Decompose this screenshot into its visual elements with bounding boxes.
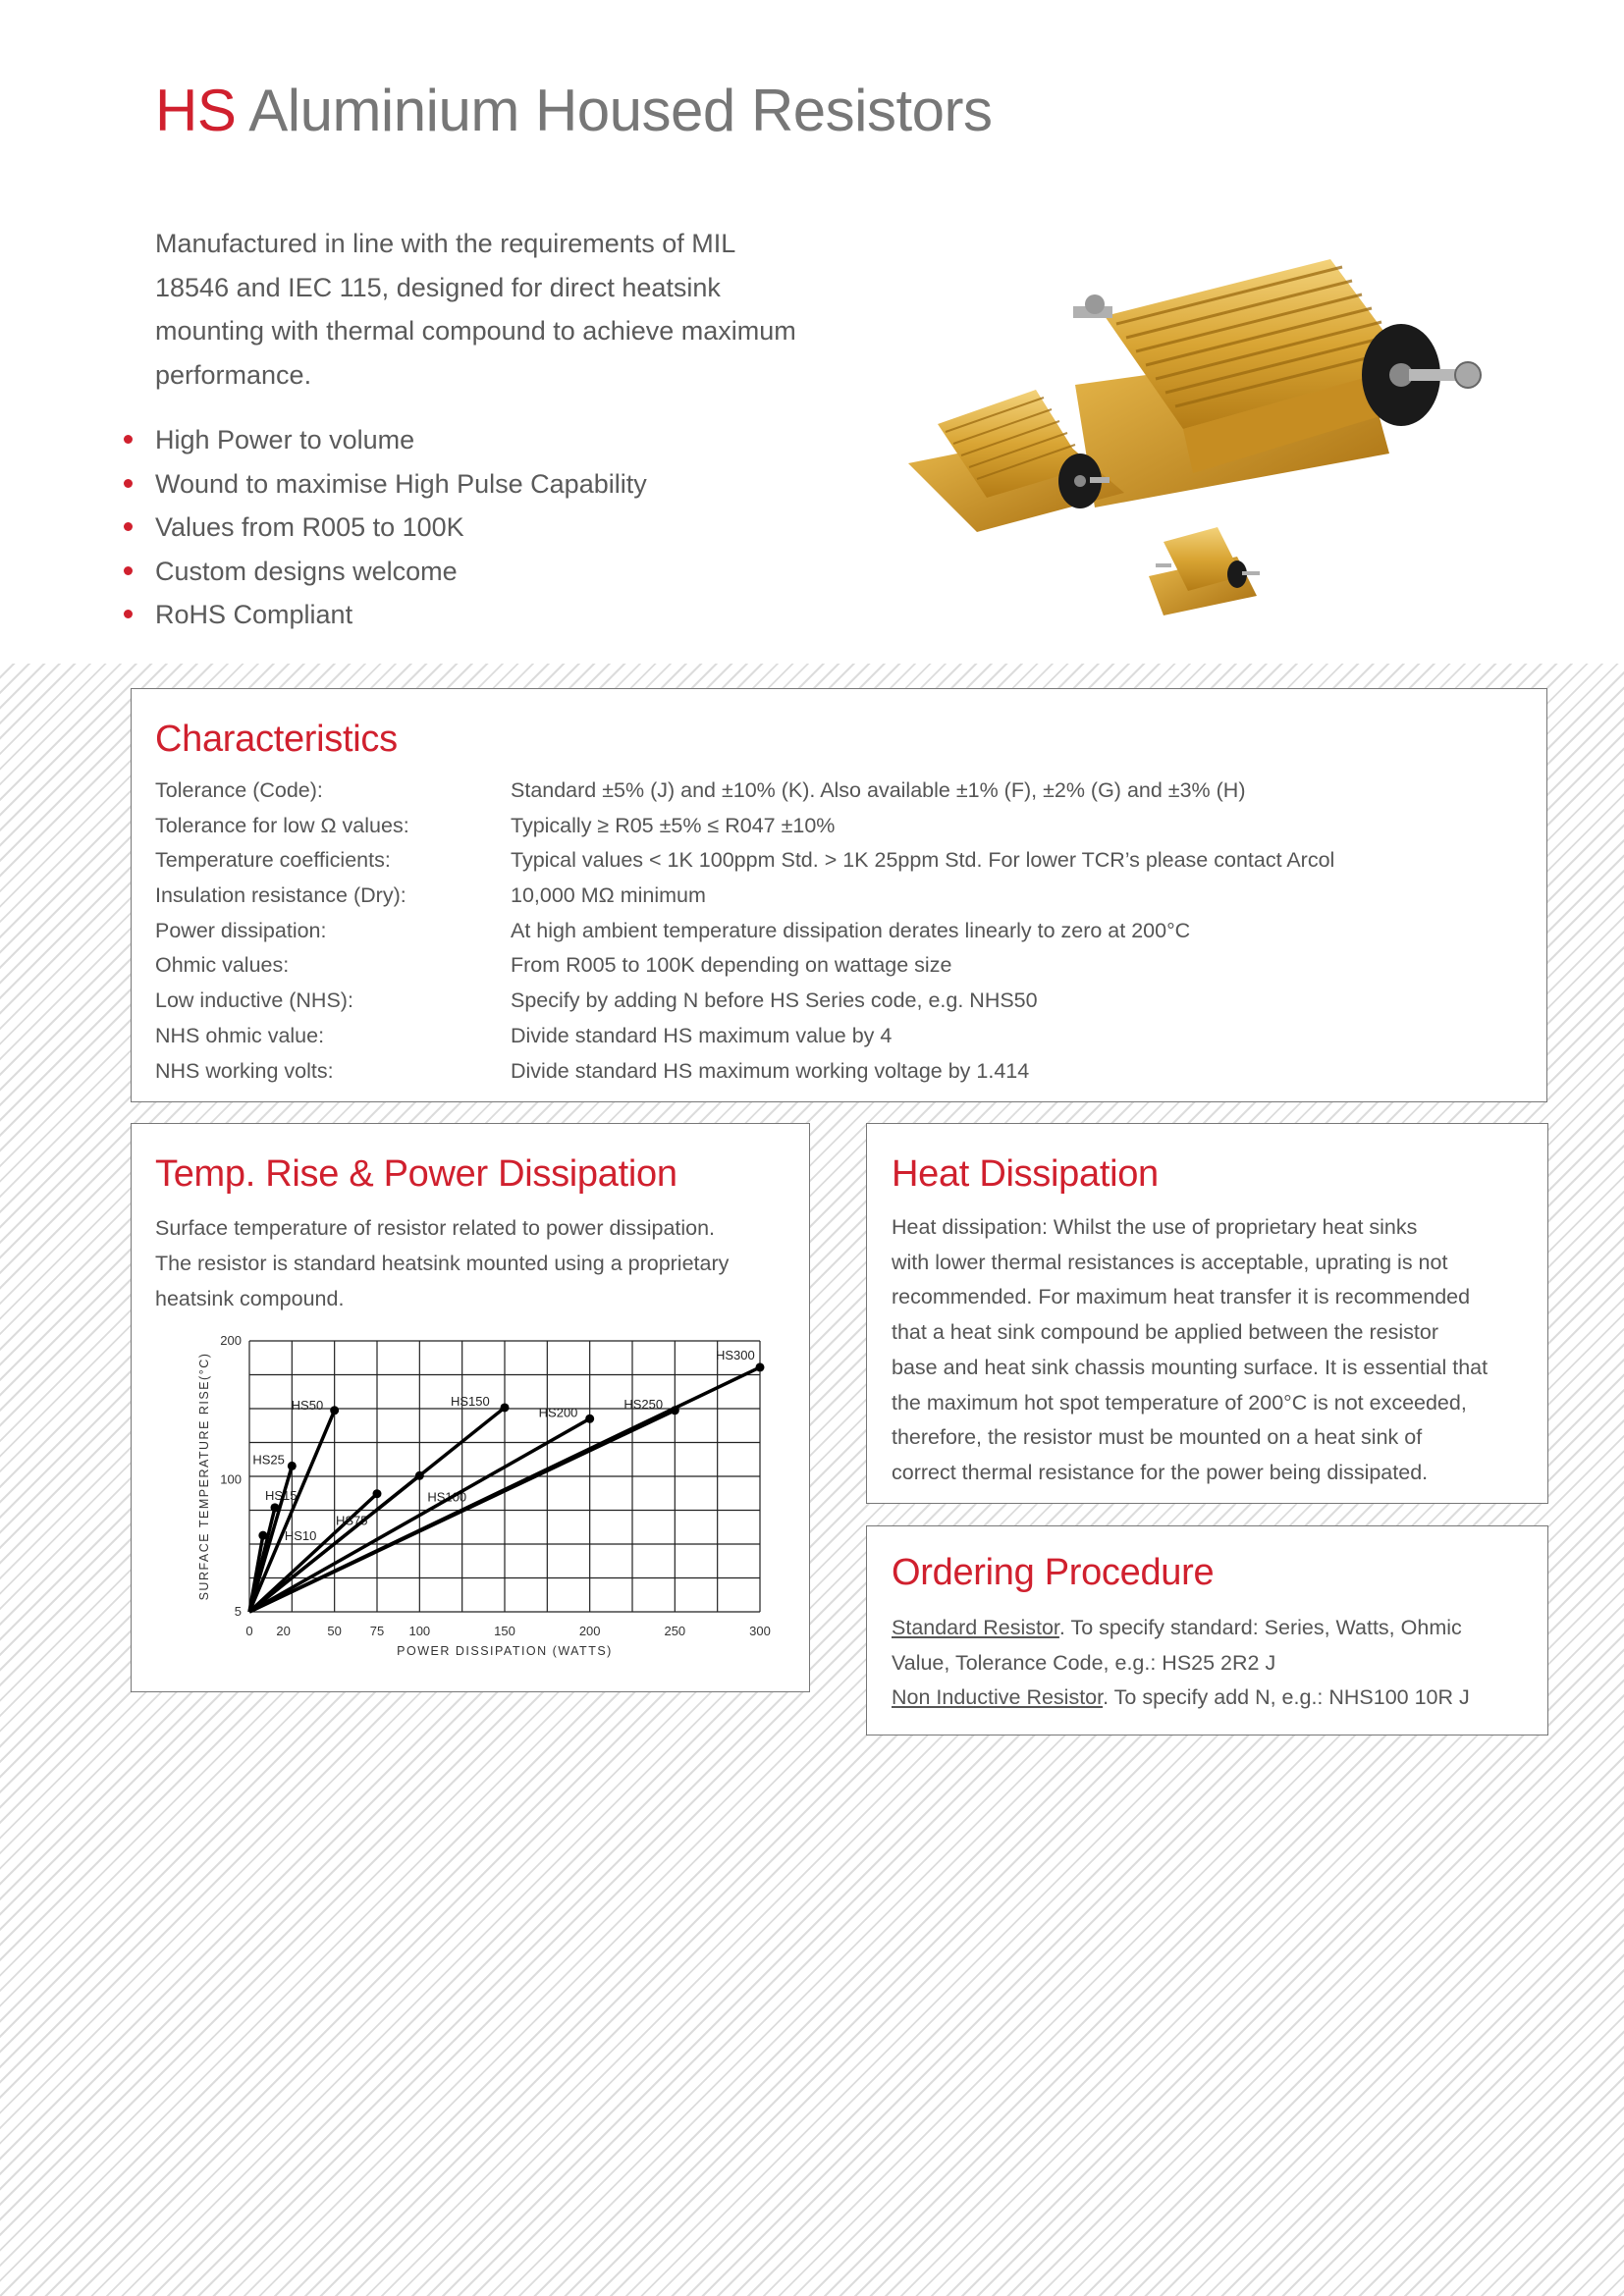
intro-paragraph (155, 222, 842, 397)
ordering-text: Standard Resistor. To specify standard: Series, Watts, Ohmic Value, Tolerance Code, e.g.: HS25 2R2 J Non Inductive Resistor. To specify add N, e.g.: NHS100 10R J (892, 1616, 1470, 1710)
standard-resistor-label: Standard Resistor (892, 1616, 1059, 1639)
temp-rise-description: Surface temperature of resistor related to power dissipation. The resistor is standard heatsink mounted using a proprietary heatsink compound. (155, 1216, 730, 1310)
chart-x-axis-label: POWER DISSIPATION (WATTS) (397, 1644, 613, 1658)
characteristics-title: Characteristics (155, 719, 398, 760)
ordering-procedure-panel (866, 1525, 1548, 1735)
bullet-dot-icon (124, 566, 133, 575)
chart-x-tick-label: 100 (408, 1624, 431, 1638)
characteristics-row: Tolerance (Code): Standard ±5% (J) and ±10% (K). Also available ±1% (F), ±2% (G) and ±3% (H) (155, 778, 1246, 802)
temp-rise-title: Temp. Rise & Power Dissipation (155, 1153, 677, 1195)
characteristics-row: NHS ohmic value: Divide standard HS maximum value by 4 (155, 1023, 893, 1047)
chart-series-line (249, 1494, 377, 1612)
chart-series-label: HS200 (538, 1405, 578, 1420)
page-title (155, 77, 993, 144)
chart-y-axis-label: SURFACE TEMPERATURE RISE(°C) (197, 1352, 211, 1601)
chart-x-tick-label: 0 (245, 1624, 253, 1638)
characteristics-row: Insulation resistance (Dry): 10,000 MΩ minimum (155, 883, 706, 908)
chart-series-label: HS250 (623, 1396, 664, 1412)
chart-data-point (756, 1362, 765, 1371)
bullet-dot-icon (124, 435, 133, 444)
ordering-title: Ordering Procedure (892, 1552, 1215, 1593)
product-photo (898, 257, 1507, 630)
characteristics-table (155, 774, 1334, 1089)
chart-x-tick-label: 150 (494, 1624, 515, 1638)
chart-data-point (501, 1403, 510, 1412)
temp-rise-chart (161, 1327, 789, 1661)
bullet-dot-icon (124, 479, 133, 488)
chart-data-point (330, 1406, 339, 1415)
heat-dissipation-panel (866, 1123, 1548, 1504)
non-inductive-resistor-label: Non Inductive Resistor (892, 1685, 1104, 1710)
temp-rise-panel (131, 1123, 810, 1692)
chart-x-tick-label: 200 (578, 1624, 601, 1638)
chart-x-tick-label: 75 (369, 1624, 385, 1638)
intro-line: Manufactured in line with the requirements of MIL (155, 229, 736, 258)
characteristics-row: Temperature coefficients: Typical values < 1K 100ppm Std. > 1K 25ppm Std. For lower TCR’s please contact Arcol (155, 848, 1335, 873)
heat-dissipation-text: Heat dissipation: Whilst the use of proprietary heat sinks with lower thermal resistances is acceptable, uprating is not recommended. For maximum heat transfer it is recommended that a heat sink compound be applied between the resistor base and heat sink chassis mounting surface. It is essential that the maximum hot spot temperature of 200°C is not exceeded, therefore, the resistor must be mounted on a heat sink of correct thermal resistance for the power being dissipated. (892, 1215, 1489, 1484)
chart-y-tick-label: 5 (234, 1604, 242, 1619)
intro-line: 18546 and IEC 115, designed for direct heatsink (155, 272, 721, 302)
feature-item: Wound to maximise High Pulse Capability (124, 462, 647, 507)
chart-x-tick-label: 300 (749, 1624, 771, 1638)
feature-item: Custom designs welcome (124, 550, 647, 594)
chart-series-label: HS100 (427, 1489, 467, 1505)
chart-series-label: HS75 (336, 1513, 368, 1528)
chart-series-label: HS10 (284, 1528, 317, 1544)
chart-y-tick-label: 100 (220, 1471, 242, 1487)
feature-item: Values from R005 to 100K (124, 506, 647, 550)
feature-item: High Power to volume (124, 418, 647, 462)
chart-series-label: HS50 (291, 1397, 324, 1413)
intro-line: performance. (155, 359, 312, 390)
characteristics-panel (131, 688, 1547, 1102)
title-text: Aluminium Housed Resistors (248, 78, 993, 143)
characteristics-row: Ohmic values: From R005 to 100K depending on wattage size (155, 953, 952, 978)
characteristics-row: Tolerance for low Ω values: Typically ≥ R05 ±5% ≤ R047 ±10% (155, 813, 836, 837)
feature-list (124, 418, 647, 637)
chart-x-tick-label: 20 (276, 1624, 291, 1638)
chart-series-label: HS25 (252, 1452, 285, 1468)
chart-y-tick-label: 200 (220, 1333, 242, 1348)
characteristics-row: NHS working volts: Divide standard HS maximum working voltage by 1.414 (155, 1058, 1030, 1083)
chart-series-label: HS15 (265, 1487, 298, 1503)
feature-item: RoHS Compliant (124, 593, 647, 637)
chart-series-label: HS300 (716, 1347, 755, 1362)
chart-data-point (585, 1415, 594, 1423)
chart-x-tick-label: 250 (664, 1624, 686, 1638)
chart-x-tick-label: 50 (327, 1624, 342, 1638)
chart-series-label: HS150 (451, 1393, 490, 1409)
bullet-dot-icon (124, 522, 133, 531)
title-series-code: HS (155, 78, 237, 143)
chart-data-point (288, 1462, 297, 1470)
characteristics-row: Low inductive (NHS): Specify by adding N before HS Series code, e.g. NHS50 (155, 988, 1038, 1013)
chart-data-point (373, 1489, 382, 1498)
heat-dissipation-title: Heat Dissipation (892, 1153, 1159, 1195)
characteristics-row: Power dissipation: At high ambient temperature dissipation derates linearly to zero at 200°C (155, 918, 1191, 942)
intro-line: mounting with thermal compound to achieve maximum (155, 316, 796, 346)
bullet-dot-icon (124, 610, 133, 618)
